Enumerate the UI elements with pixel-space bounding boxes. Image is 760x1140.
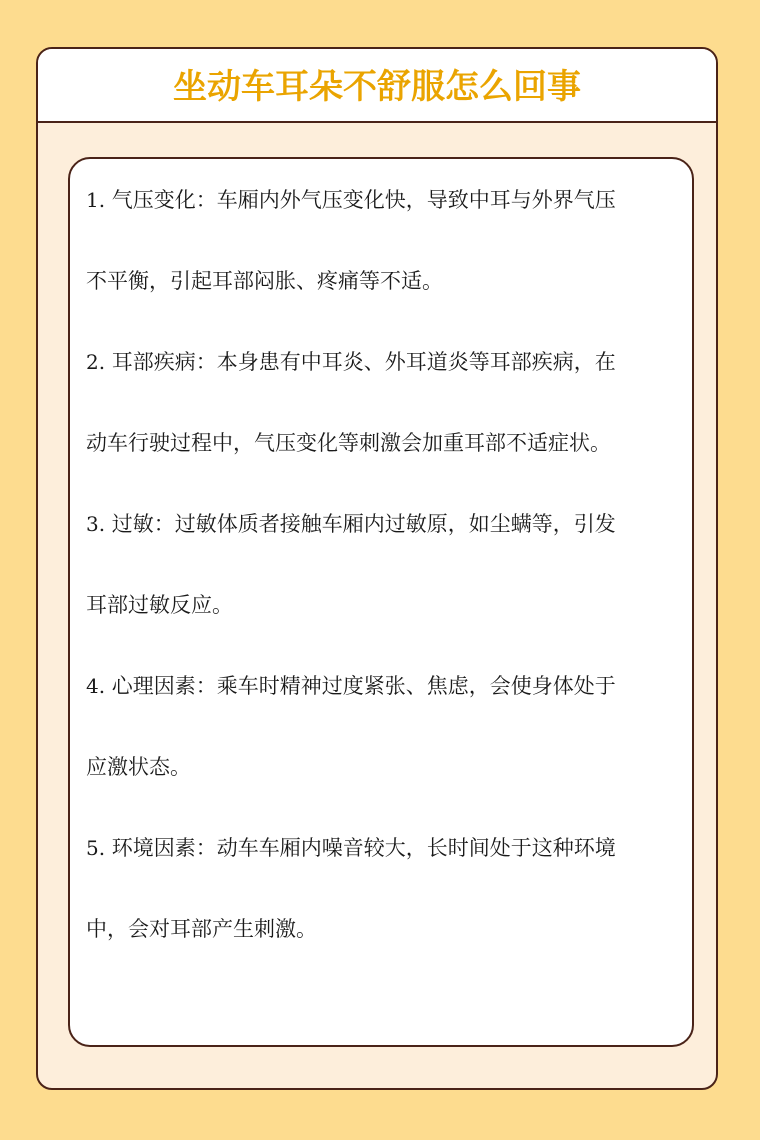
list-item-2-text: 耳部疾病：本身患有中耳炎、外耳道炎等耳部疾病，在 <box>105 350 616 374</box>
list-item-4-line-2: 应激状态。 <box>86 755 191 779</box>
content-panel <box>68 157 694 1047</box>
list-item-1-line-2: 不平衡，引起耳部闷胀、疼痛等不适。 <box>86 269 443 293</box>
list-item-1-line-1 <box>86 185 616 215</box>
list-item-3-text: 过敏：过敏体质者接触车厢内过敏原，如尘螨等，引发 <box>105 512 616 536</box>
list-item-1-text: 气压变化：车厢内外气压变化快，导致中耳与外界气压 <box>105 188 616 212</box>
list-item-2-number: 2. <box>86 350 106 374</box>
list-item-4-number: 4. <box>86 674 106 698</box>
list-item-5-number: 5. <box>86 836 106 860</box>
list-item-3-line-1 <box>86 509 616 539</box>
title-bar <box>38 49 716 123</box>
list-item-3-line-2: 耳部过敏反应。 <box>86 593 233 617</box>
list-item-1-number: 1. <box>86 188 106 212</box>
list-item-4-line-1 <box>86 671 616 701</box>
list-item-2-line-1 <box>86 347 616 377</box>
list-item-5-text: 环境因素：动车车厢内噪音较大，长时间处于这种环境 <box>105 836 616 860</box>
list-item-4-text: 心理因素：乘车时精神过度紧张、焦虑，会使身体处于 <box>105 674 616 698</box>
list-item-5-line-1 <box>86 833 616 863</box>
article-card <box>36 47 718 1090</box>
list-item-3-number: 3. <box>86 512 106 536</box>
list-item-5-line-2: 中，会对耳部产生刺激。 <box>86 917 317 941</box>
list-item-2-line-2: 动车行驶过程中，气压变化等刺激会加重耳部不适症状。 <box>86 431 611 455</box>
page-title: 坐动车耳朵不舒服怎么回事 <box>173 66 581 107</box>
